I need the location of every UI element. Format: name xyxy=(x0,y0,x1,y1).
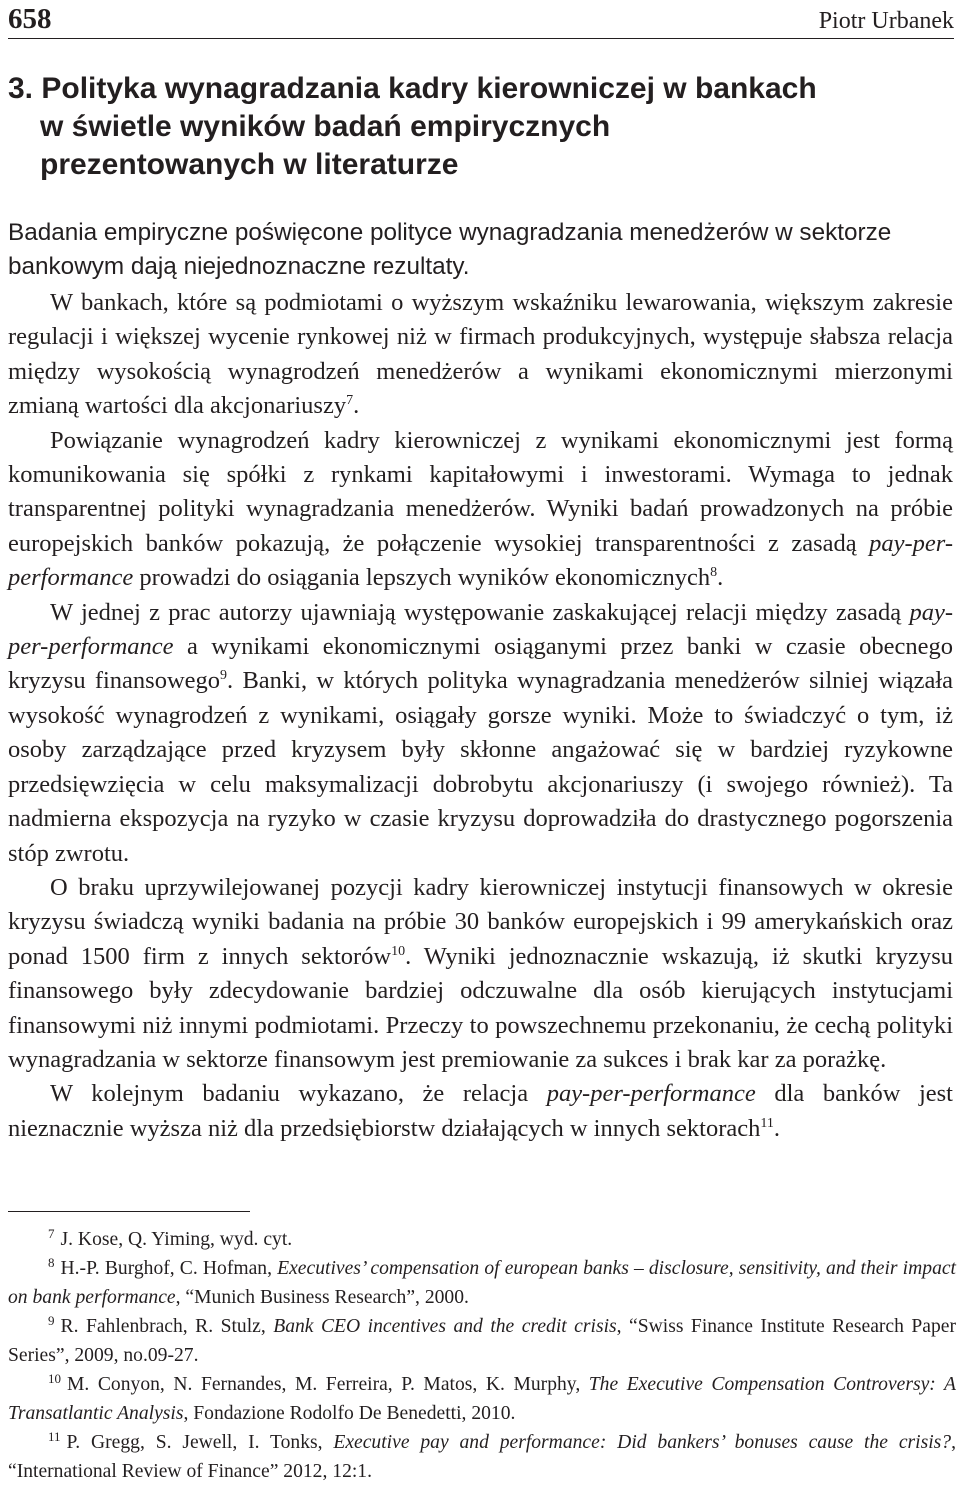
italic-term: pay-per-performance xyxy=(8,598,953,661)
footnote-number: 8 xyxy=(48,1255,55,1270)
italic-term: pay-per-performance xyxy=(546,1080,756,1108)
section-title xyxy=(8,70,948,184)
footnote-ref[interactable]: 9 xyxy=(220,668,228,684)
footnote-ref[interactable]: 11 xyxy=(760,1115,774,1131)
footnotes xyxy=(8,1225,956,1486)
paragraph: W kolejnym badaniu wykazano, że relacja pay-per-performance dla banków jest nieznacznie wyższa niż dla przedsiębiorstw działających w innych sektorach$^{11}$. xyxy=(8,1080,953,1142)
footnote-ref[interactable]: 7 xyxy=(346,393,354,409)
paragraph: O braku uprzywilejowanej pozycji kadry kierowniczej instytucji finansowych w okresie kryzysu świadczą wyniki badania na próbie 30 banków europejskich i 99 amerykańskich oraz ponad 1500 firm z innych sektorów$^{10}$. Wyniki jednoznacznie wskazują, iż skutki kryzysu finansowego były zdecydowanie bardziej odczuwalne dla osób kierujących instytucjami finansowymi niż innymi podmiotami. Przeczy to powszechnemu przekonaniu, że cechą polityki wynagradzania w sektorze finansowym jest premiowanie za sukces i brak kar za porażkę. xyxy=(8,873,953,1073)
paragraph: W bankach, które są podmiotami o wyższym wskaźniku lewarowania, większym zakresie regulacji i większej wycenie rynkowej niż w firmach produkcyjnych, występuje słabsza relacja między wysokością wynagrodzeń menedżerów a wynikami ekonomicznymi mierzonymi zmianą wartości dla akcjonariuszy$^7$. xyxy=(8,289,953,420)
section-title-line: prezentowanych w literaturze xyxy=(40,148,459,181)
header-rule xyxy=(8,38,954,39)
footnote-ref[interactable]: 8 xyxy=(710,565,718,581)
page-header xyxy=(8,2,954,38)
footnote: $^{11}$ P. Gregg, S. Jewell, I. Tonks, Executive pay and performance: Did bankers’ bonuses cause the crisis?, “International Review of Finance” 2012, 12:1. xyxy=(8,1429,956,1482)
footnote-rule xyxy=(8,1211,250,1212)
page-number: 658 xyxy=(8,3,52,35)
footnote-number: 10 xyxy=(48,1371,61,1386)
section-title-line: 3. Polityka wynagradzania kadry kierowniczej w bankach xyxy=(8,72,817,105)
section-title-line: w świetle wyników badań empirycznych xyxy=(40,110,611,143)
paragraph: Powiązanie wynagrodzeń kadry kierowniczej z wynikami ekonomicznymi jest formą komunikowania się spółki z rynkami kapitałowymi i inwestorami. Wymaga to jednak transparentnej polityki wynagradzania menedżerów. Wyniki badań prowadzonych na próbie europejskich banków pokazują, że połączenie wysokiej transparentności z zasadą pay-per-performance prowadzi do osiągania lepszych wyników ekonomicznych$^8$. xyxy=(8,426,953,592)
footnote: $^9$ R. Fahlenbrach, R. Stulz, Bank CEO incentives and the credit crisis, “Swiss Finance Institute Research Paper Series”, 2009, no.09-27. xyxy=(8,1313,956,1366)
italic-term: pay-per-performance xyxy=(8,529,953,592)
footnote: $^7$ J. Kose, Q. Yiming, wyd. cyt. xyxy=(48,1226,293,1250)
footnote: $^8$ H.-P. Burghof, C. Hofman, Executives’ compensation of european banks – disclosure, sensitivity, and their impact on bank performance, “Munich Business Research”, 2000. xyxy=(8,1255,957,1308)
footnote: $^{10}$ M. Conyon, N. Fernandes, M. Ferreira, P. Matos, K. Murphy, The Executive Compensation Controversy: A Transatlantic Analysis, Fondazione Rodolfo De Benedetti, 2010. xyxy=(8,1371,956,1424)
paragraph: W jednej z prac autorzy ujawniają występowanie zaskakującej relacji między zasadą pay-per-performance a wynikami ekonomicznymi osiąganymi przez banki w czasie obecnego kryzysu finansowego$^9$. Banki, w których polityka wynagradzania menedżerów silniej wiązała wysokość wynagrodzeń z wynikami, osiągały gorsze wyniki. Może to świadczyć o tym, iż osoby zarządzające przed kryzysem były skłonne angażować się w bardziej ryzykowne przedsięwzięcia w celu maksymalizacji dobrobytu akcjonariuszy (i swojego również). Ta nadmierna ekspozycja na ryzyko w czasie kryzysu doprowadziła do drastycznego pogorszenia stóp zwrotu. xyxy=(8,598,953,867)
footnote-number: 7 xyxy=(48,1226,55,1241)
running-head-author: Piotr Urbanek xyxy=(818,8,954,34)
footnote-number: 11 xyxy=(48,1429,61,1444)
footnote-number: 9 xyxy=(48,1313,55,1328)
lead-paragraph: Badania empiryczne poświęcone polityce wynagradzania menedżerów w sektorze bankowym dają niejednoznaczne rezultaty. xyxy=(8,219,892,280)
footnote-ref[interactable]: 10 xyxy=(391,943,406,959)
body-text xyxy=(8,286,953,1146)
